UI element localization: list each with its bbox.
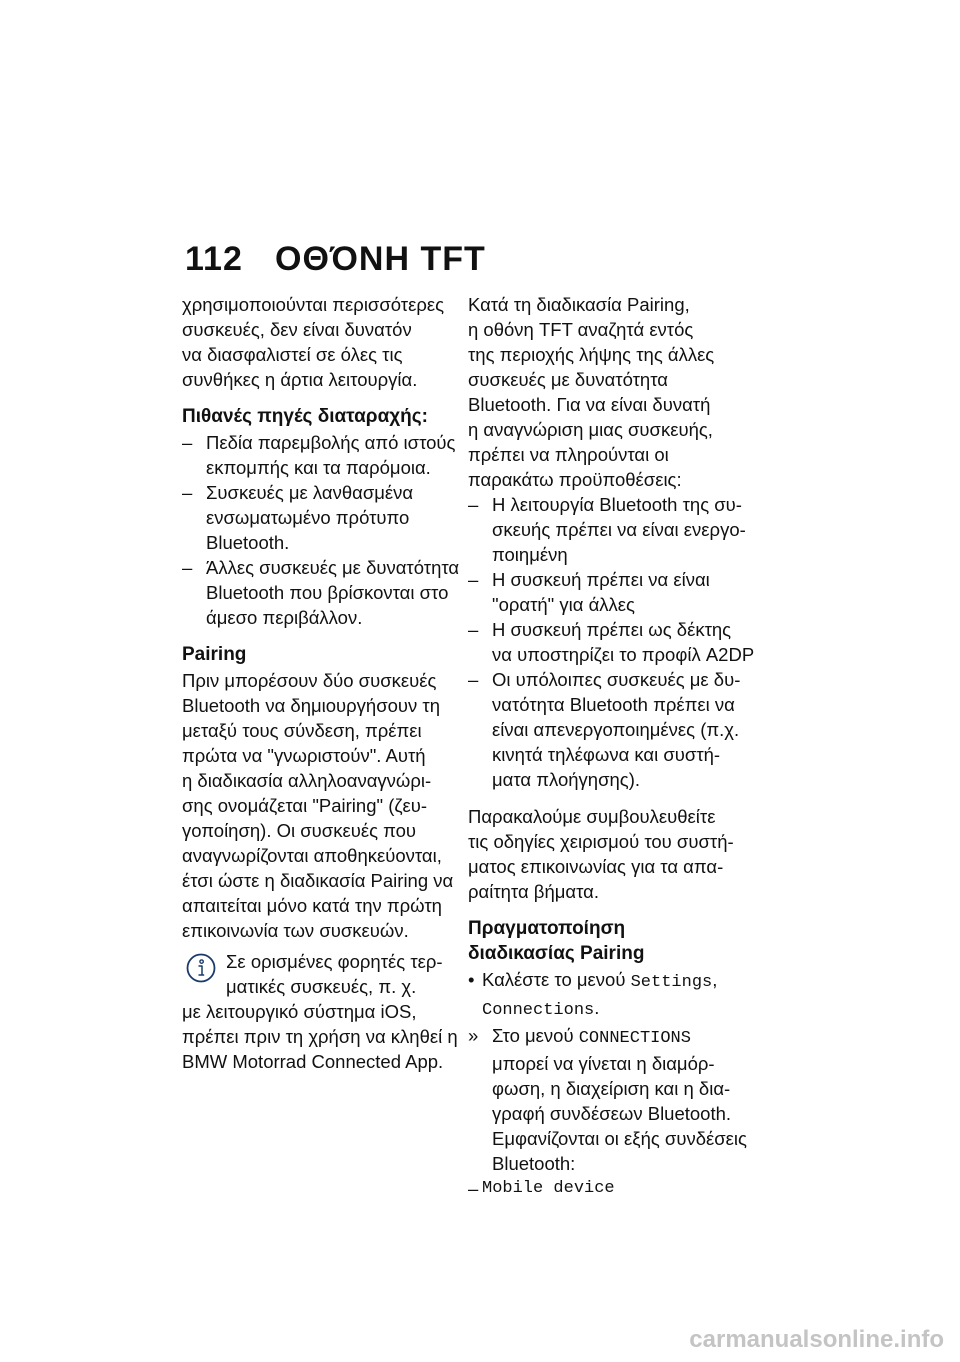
dash-mark: –: [468, 669, 479, 690]
condition-item: – Η συσκευή πρέπει να είναι "ορατή" για άλλες: [468, 569, 710, 615]
intro-paragraph: Κατά τη διαδικασία Pairing, η οθόνη TFT αναζητά εντός της περιοχής λήψης της άλλες συσκευές με δυνατότητα Bluetooth. Για να είναι δυνατή η αναγνώριση μιας συσκευής, πρέπει να πληρούνται οι παρακάτω προϋποθέσεις:: [468, 294, 715, 490]
source-item: – Άλλες συσκευές με δυνατότητα Bluetooth που βρίσκονται στο άμεσο περιβάλλον.: [182, 557, 460, 628]
dash-mark: –: [468, 619, 479, 640]
sources-heading: Πιθανές πηγές διαταραχής:: [182, 406, 428, 427]
page-number: 112: [185, 240, 243, 278]
info-icon: [186, 953, 216, 983]
result-mark: »: [468, 1025, 479, 1046]
procedure-heading: Πραγματοποίηση διαδικασίας Pairing: [468, 918, 645, 964]
source-item: – Πεδία παρεμβολής από ιστούς εκπομπής και τα παρόμοια.: [182, 432, 456, 478]
menu-code: Connections: [482, 1001, 595, 1020]
advice-paragraph: Παρακαλούμε συμβουλευθείτε τις οδηγίες χειρισμού του συστή- ματος επικοινωνίας για τα απα- ραίτητα βήματα.: [468, 806, 734, 902]
pairing-paragraph: Πριν μπορέσουν δύο συσκευές Bluetooth να δημιουργήσουν τη μεταξύ τους σύνδεση, πρέπει πρώτα να "γνωριστούν". Αυτή η διαδικασία αλληλοαναγνώρι- σης ονομάζεται "Pairing" (ζευ- γοποίηση). Οι συσκευές που αναγνωρίζονται αποθηκεύονται, έτσι ώστε η διαδικασία Pairing να απαιτείται μόνο κατά την πρώτη επικοινωνία των συσκευών.: [182, 670, 454, 941]
dash-mark: –: [468, 569, 479, 590]
text-line: να διασφαλιστεί σε όλες τις: [182, 344, 403, 365]
info-note: Σε ορισμένες φορητές τερ- ματικές συσκευές, π. χ. με λειτουργικό σύστημα iOS, πρέπει πριν τη χρήση να κληθεί η BMW Motorrad Connected App.: [182, 951, 458, 1072]
connection-item: – Mobile device: [468, 1178, 615, 1199]
dash-mark: –: [182, 557, 193, 578]
dash-mark: –: [468, 494, 479, 515]
menu-code: Settings: [630, 973, 713, 992]
right-column: [468, 292, 758, 1201]
chapter-title: ΟΘΌΝΗ TFT: [275, 240, 486, 278]
bullet-mark: •: [468, 969, 475, 990]
condition-item: – Η συσκευή πρέπει ως δέκτης να υποστηρίζει το προφίλ A2DP: [468, 619, 755, 665]
dash-mark: –: [468, 1178, 479, 1199]
page-header: [185, 240, 486, 279]
text-line: συνθήκες η άρτια λειτουργία.: [182, 369, 418, 390]
step-item: • Καλέστε το μενού Settings, Connections.: [468, 969, 718, 1020]
left-column: [182, 292, 460, 1074]
pairing-heading: Pairing: [182, 644, 247, 665]
text-line: χρησιμοποιούνται περισσότερες: [182, 294, 445, 315]
menu-code: CONNECTIONS: [578, 1029, 691, 1048]
watermark: carmanualsonline.info: [689, 1326, 944, 1353]
dash-mark: –: [182, 482, 193, 503]
result-item: » Στο μενού CONNECTIONS μπορεί να γίνεται η διαμόρ- φωση, η διαχείριση και η δια- γραφή συνδέσεων Bluetooth. Εμφανίζονται οι εξής συνδέσεις Bluetooth:: [468, 1025, 747, 1174]
text-line: συσκευές, δεν είναι δυνατόν: [182, 319, 412, 340]
source-item: – Συσκευές με λανθασμένα ενσωματωμένο πρότυπο Bluetooth.: [182, 482, 414, 553]
intro-paragraph: [182, 292, 454, 392]
condition-item: – Οι υπόλοιπες συσκευές με δυ- νατότητα Bluetooth πρέπει να είναι απενεργοποιημένες (π.χ. κινητά τηλέφωνα και συστή- ματα πλοήγησης).: [468, 669, 741, 790]
condition-item: – Η λειτουργία Bluetooth της συ- σκευής πρέπει να είναι ενεργο- ποιημένη: [468, 494, 746, 565]
dash-mark: –: [182, 432, 193, 453]
